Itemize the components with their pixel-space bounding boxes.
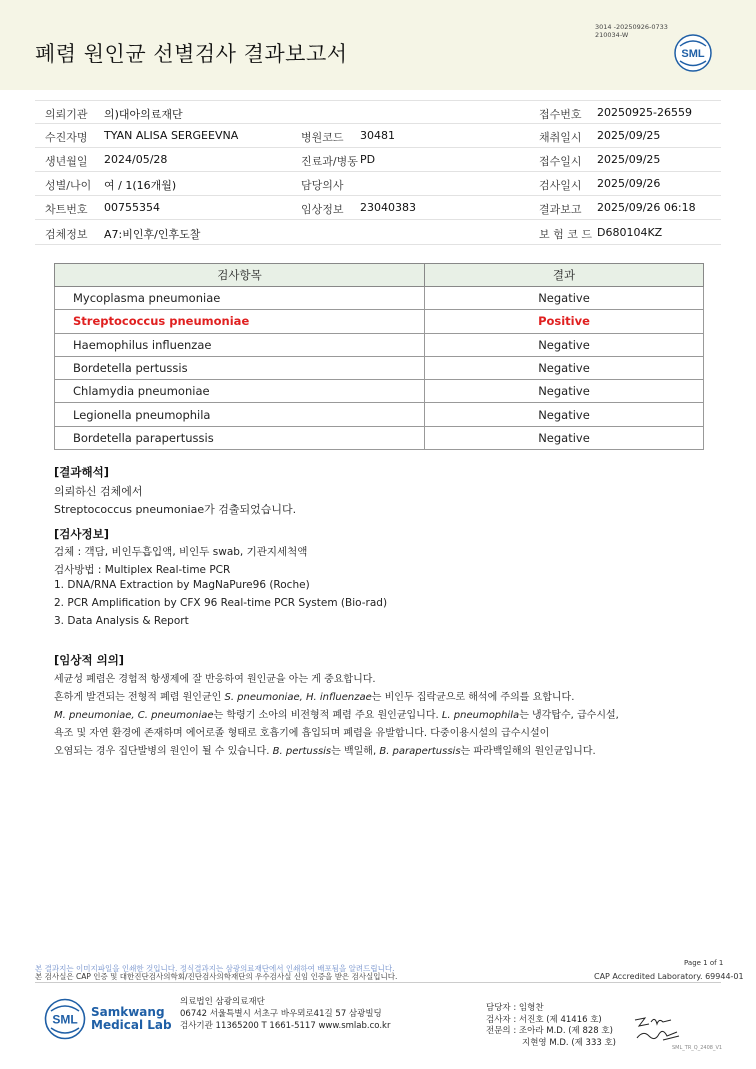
- info-row: [35, 196, 721, 220]
- interpretation-title: [결과해석]: [54, 465, 109, 479]
- info-row: [35, 124, 721, 148]
- info-label: 검체정보: [45, 228, 88, 241]
- info-value: 2025/09/25: [597, 129, 661, 142]
- page-number: Page 1 of 1: [684, 959, 724, 967]
- info-label: 성별/나이: [45, 179, 92, 192]
- staff-manager: 담당자 : 임형찬: [486, 1003, 544, 1013]
- footer-logo-text: SML: [52, 1012, 78, 1027]
- clinical-p5-text-e: 는 파라백일해의 원인균입니다.: [460, 746, 596, 757]
- document-code-line-1: 3014 -20250926-0733: [595, 23, 668, 31]
- clinical-p5-species-d: B. parapertussis: [379, 746, 461, 757]
- test-item: Legionella pneumophila: [55, 403, 425, 426]
- test-item: Chlamydia pneumoniae: [55, 380, 425, 403]
- organization-address: 06742 서울특별시 서초구 바우뫼로41길 57 삼광빌딩: [180, 1009, 382, 1019]
- sml-logo-icon: [674, 34, 712, 72]
- clinical-p3-text-b: 는 학령기 소아의 비전형적 폐렴 주요 원인균입니다.: [213, 710, 442, 721]
- test-info-method: 검사방법 : Multiplex Real-time PCR: [54, 564, 231, 576]
- info-label: 채취일시: [539, 131, 582, 144]
- clinical-title: [임상적 의의]: [54, 653, 125, 667]
- test-item: Haemophilus influenzae: [55, 333, 425, 356]
- clinical-p2-text-a: 흔하게 발견되는 전형적 폐렴 원인균인: [54, 692, 225, 703]
- organization-info: [180, 996, 390, 1032]
- test-result: Negative: [425, 356, 704, 379]
- result-row: [55, 426, 704, 449]
- test-result: Negative: [425, 287, 704, 310]
- info-label: 담당의사: [301, 179, 344, 192]
- info-label: 보 험 코 드: [539, 228, 592, 241]
- footer-certification: 본 검사실은 CAP 인증 및 대한진단검사의학회/진단검사의학재단의 우수검사실 신임 인증을 받은 검사실입니다.: [35, 972, 398, 981]
- header-logo-text: SML: [681, 48, 705, 60]
- result-row: [55, 356, 704, 379]
- info-value: 여 / 1(16개월): [104, 179, 177, 192]
- interpretation-line-1: 의뢰하신 검체에서: [54, 485, 143, 498]
- clinical-p5-text-c: 는 백일해,: [331, 746, 380, 757]
- result-row: [55, 380, 704, 403]
- footer-divider: [35, 982, 721, 983]
- test-result: Negative: [425, 380, 704, 403]
- brand-name: [91, 1006, 172, 1032]
- info-value: TYAN ALISA SERGEEVNA: [104, 129, 239, 142]
- info-value: 30481: [360, 129, 395, 142]
- staff-specialist-2: 지현영 M.D. (제 333 호): [522, 1037, 617, 1048]
- interpretation-line-2: Streptococcus pneumoniae가 검출되었습니다.: [54, 503, 297, 516]
- test-result: Positive: [425, 310, 704, 333]
- info-label: 의뢰기관: [45, 108, 88, 121]
- test-info-title: [검사정보]: [54, 527, 109, 541]
- info-value: 20250925-26559: [597, 106, 692, 119]
- info-label: 접수일시: [539, 155, 582, 168]
- signature-image: [633, 1012, 683, 1044]
- organization-name: 의료법인 삼광의료재단: [180, 997, 265, 1007]
- info-label: 병원코드: [301, 131, 344, 144]
- info-value: 00755354: [104, 201, 160, 214]
- test-item: Bordetella parapertussis: [55, 426, 425, 449]
- info-label: 진료과/병동: [301, 155, 358, 168]
- info-label: 접수번호: [539, 108, 582, 121]
- test-item: Bordetella pertussis: [55, 356, 425, 379]
- info-value: 2024/05/28: [104, 153, 168, 166]
- staff-specialist-1: 전문의 : 조아라 M.D. (제 828 호): [486, 1026, 613, 1036]
- column-header-result: 결과: [425, 264, 704, 287]
- document-code-line-2: 210034-W: [595, 31, 629, 39]
- info-row: [35, 100, 721, 124]
- test-result: Negative: [425, 333, 704, 356]
- test-item: Streptococcus pneumoniae: [55, 310, 425, 333]
- test-info-step-1: 1. DNA/RNA Extraction by MagNaPure96 (Roche): [54, 579, 310, 591]
- info-value: 23040383: [360, 201, 416, 214]
- staff-tester: 검사자 : 서진호 (제 41416 호): [486, 1014, 602, 1025]
- clinical-p3-species-c: L. pneumophila: [441, 710, 520, 721]
- staff-info: [486, 1003, 616, 1049]
- result-row: [55, 287, 704, 310]
- info-label: 임상정보: [301, 203, 344, 216]
- cap-accreditation: CAP Accredited Laboratory. 69944-01: [594, 972, 744, 981]
- info-value: 의)대아의료재단: [104, 108, 183, 121]
- test-info-step-2: 2. PCR Amplification by CFX 96 Real-time PCR System (Bio-rad): [54, 597, 388, 609]
- report-title: 폐렴 원인균 선별검사 결과보고서: [35, 42, 348, 66]
- clinical-paragraph-1: 세균성 폐렴은 경험적 항생제에 잘 반응하여 원인균을 아는 게 중요합니다.: [54, 674, 376, 685]
- brand-name-line-2: Medical Lab: [91, 1018, 172, 1032]
- footer-warning: 본 결과지는 이미지파일을 인쇄한 것입니다. 정식결과지는 삼광의료재단에서 인쇄하여 배포됨을 알려드립니다.: [35, 964, 395, 973]
- results-header-row: [55, 264, 704, 287]
- info-label: 검사일시: [539, 179, 582, 192]
- clinical-paragraph-3: [54, 706, 619, 721]
- info-row: [35, 221, 721, 245]
- clinical-p2-species: S. pneumoniae, H. influenzae: [224, 692, 372, 703]
- test-info-specimen: 검체 : 객담, 비인두흡입액, 비인두 swab, 기관지세척액: [54, 546, 308, 558]
- report-header: [0, 0, 756, 90]
- column-header-item: 검사항목: [55, 264, 425, 287]
- info-value: 2025/09/25: [597, 153, 661, 166]
- info-row: [35, 148, 721, 172]
- clinical-p3-text-d: 는 냉각탑수, 급수시설,: [519, 710, 619, 721]
- info-label: 생년월일: [45, 155, 88, 168]
- info-row: [35, 172, 721, 196]
- clinical-p5-species-b: B. pertussis: [272, 746, 332, 757]
- test-result: Negative: [425, 426, 704, 449]
- info-value: D680104KZ: [597, 226, 663, 239]
- info-value: 2025/09/26: [597, 177, 661, 190]
- results-table: [54, 263, 704, 450]
- test-info-step-3: 3. Data Analysis & Report: [54, 615, 189, 627]
- test-item: Mycoplasma pneumoniae: [55, 287, 425, 310]
- organization-contact: 검사기관 11365200 T 1661-5117 www.smlab.co.kr: [180, 1021, 391, 1031]
- clinical-paragraph-2: [54, 688, 574, 703]
- clinical-p2-text-c: 는 비인두 집락균으로 해석에 주의를 요합니다.: [371, 692, 575, 703]
- result-row: [55, 310, 704, 333]
- clinical-paragraph-5: [54, 742, 596, 757]
- test-result: Negative: [425, 403, 704, 426]
- brand-name-line-1: Samkwang: [91, 1005, 165, 1019]
- form-code: SML_TR_Q_2408_V1: [672, 1045, 723, 1051]
- clinical-p5-text-a: 오염되는 경우 집단발병의 원인이 될 수 있습니다.: [54, 746, 273, 757]
- result-row: [55, 403, 704, 426]
- info-value: 2025/09/26 06:18: [597, 201, 696, 214]
- clinical-p3-species-a: M. pneumoniae, C. pneumoniae: [54, 710, 214, 721]
- info-value: PD: [360, 153, 376, 166]
- info-label: 차트번호: [45, 203, 88, 216]
- info-label: 결과보고: [539, 203, 582, 216]
- samkwang-logo-icon: [44, 998, 86, 1040]
- clinical-paragraph-4: 욕조 및 자연 환경에 존재하며 에어로졸 형태로 호흡기에 흡입되며 폐렴을 유발합니다. 다중이용시설의 급수시설이: [54, 728, 550, 739]
- info-label: 수진자명: [45, 131, 88, 144]
- result-row: [55, 333, 704, 356]
- info-value: A7:비인후/인후도찰: [104, 228, 201, 241]
- document-code: [595, 23, 668, 39]
